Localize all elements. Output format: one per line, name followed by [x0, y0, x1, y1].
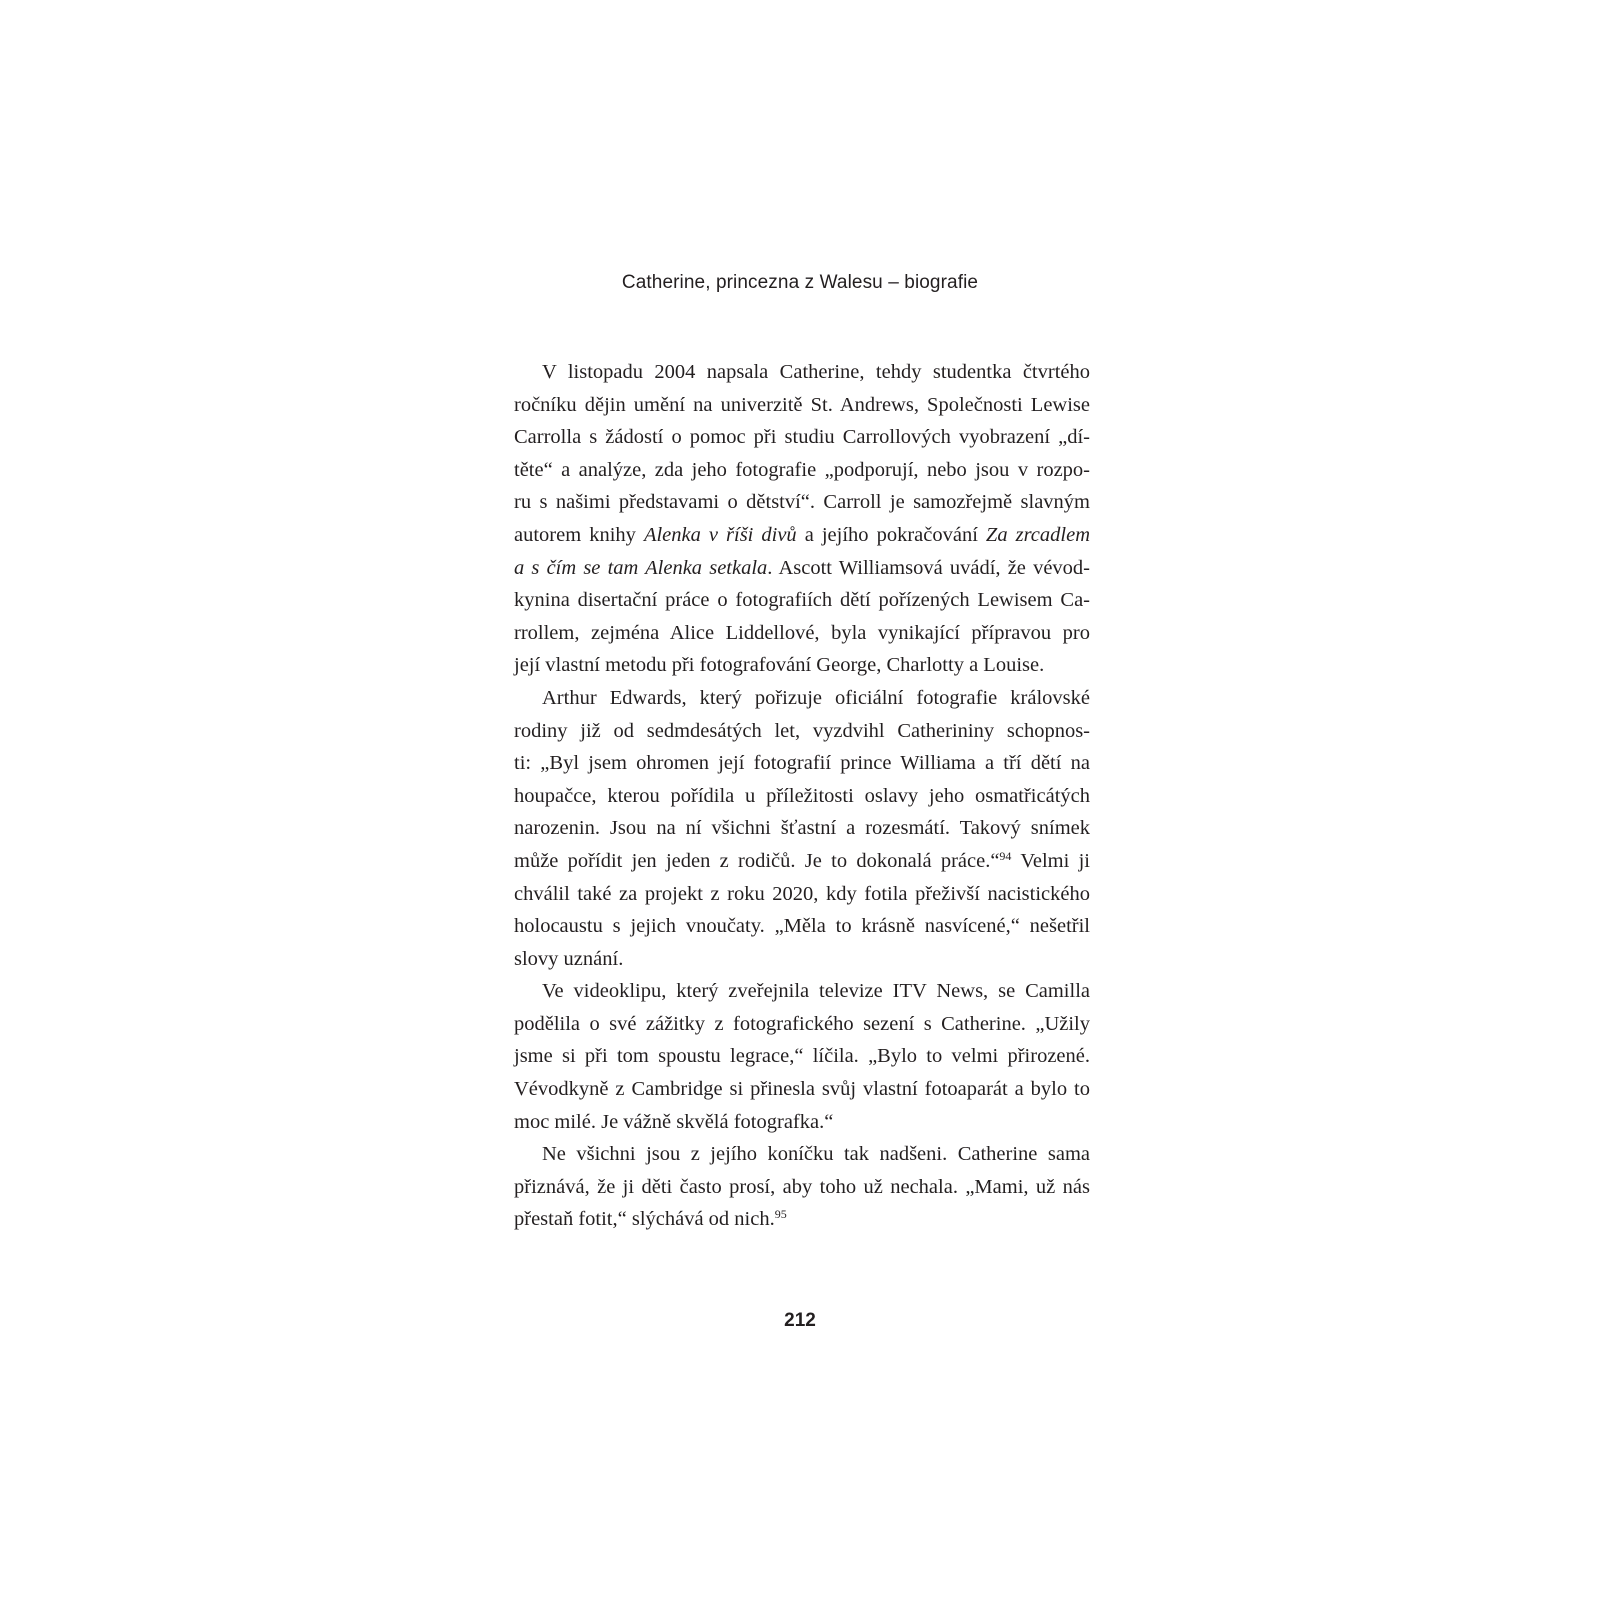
- text-line: kynina disertační práce o fotografiích dětí pořízených Lewisem Ca-: [514, 589, 1090, 612]
- page-number: 212: [784, 1310, 816, 1331]
- text-line: těte“ a analýze, zda jeho fotografie „podporují, nebo jsou v rozpo-: [514, 458, 1090, 481]
- book-title-italic: Za zrcadlem: [985, 523, 1090, 546]
- text-line: Ve videoklipu, který zveřejnila televize ITV News, se Camilla: [542, 980, 1090, 1003]
- footnote-ref: 95: [774, 1207, 787, 1222]
- text-line: Arthur Edwards, který pořizuje oficiální fotografie královské: [542, 686, 1090, 709]
- text-line: Ne všichni jsou z jejího koníčku tak nadšeni. Catherine sama: [542, 1143, 1090, 1166]
- text-line: podělila o své zážitky z fotografického sezení s Catherine. „Užily: [514, 1012, 1090, 1035]
- text-segment: a jejího pokračování: [796, 523, 986, 546]
- book-title-italic: a s čím se tam Alenka setkala: [514, 556, 768, 579]
- text-line: slovy uznání.: [514, 947, 624, 970]
- text-line: její vlastní metodu při fotografování George, Charlotty a Louise.: [514, 654, 1045, 677]
- running-header: Catherine, princezna z Walesu – biografie: [621, 272, 979, 293]
- footnote-ref: 94: [999, 848, 1012, 863]
- text-line: ti: „Byl jsem ohromen její fotografií prince Williama a tří dětí na: [514, 752, 1090, 775]
- text-line: houpačce, kterou pořídila u příležitosti oslavy jeho osmatřicátých: [514, 784, 1090, 807]
- text-segment: autorem knihy: [514, 523, 644, 546]
- text-line: moc milé. Je vážně skvělá fotografka.“: [514, 1110, 834, 1133]
- text-line: Vévodkyně z Cambridge si přinesla svůj vlastní fotoaparát a bylo to: [514, 1078, 1090, 1101]
- text-line: [514, 845, 1090, 878]
- text-line: Carrolla s žádostí o pomoc při studiu Carrollových vyobrazení „dí-: [514, 426, 1090, 449]
- text-line: V listopadu 2004 napsala Catherine, tehdy studentka čtvrtého: [542, 361, 1090, 383]
- book-title-italic: Alenka v říši divů: [643, 523, 797, 546]
- text-segment: přestaň fotit,“ slýchává od nich.: [514, 1208, 775, 1231]
- text-line: ru s našimi představami o dětství“. Carroll je samozřejmě slavným: [514, 491, 1090, 514]
- body-text: [514, 356, 1090, 1236]
- text-line: [514, 552, 1090, 585]
- text-segment: může pořídit jen jeden z rodičů. Je to dokonalá práce.“: [514, 849, 1000, 872]
- text-segment: . Ascott Williamsová uvádí, že vévod-: [767, 556, 1090, 579]
- text-line: [514, 519, 1090, 552]
- text-line: přiznává, že ji děti často prosí, aby toho už nechala. „Mami, už nás: [514, 1175, 1090, 1198]
- text-line: jsme si při tom spoustu legrace,“ líčila. „Bylo to velmi přirozené.: [514, 1045, 1090, 1068]
- text-segment: Velmi ji: [1011, 849, 1090, 872]
- text-line: narozenin. Jsou na ní všichni šťastní a rozesmátí. Takový snímek: [514, 817, 1090, 840]
- text-line: rodiny již od sedmdesátých let, vyzdvihl Catherininy schopnos-: [514, 719, 1090, 742]
- text-line: holocaustu s jejich vnoučaty. „Měla to krásně nasvícené,“ nešetřil: [514, 915, 1090, 938]
- text-line: [514, 1203, 1090, 1236]
- text-line: ročníku dějin umění na univerzitě St. Andrews, Společnosti Lewise: [514, 393, 1090, 416]
- text-line: rrollem, zejména Alice Liddellové, byla vynikající přípravou pro: [514, 621, 1090, 644]
- text-line: chválil také za projekt z roku 2020, kdy fotila přeživší nacistického: [514, 882, 1090, 905]
